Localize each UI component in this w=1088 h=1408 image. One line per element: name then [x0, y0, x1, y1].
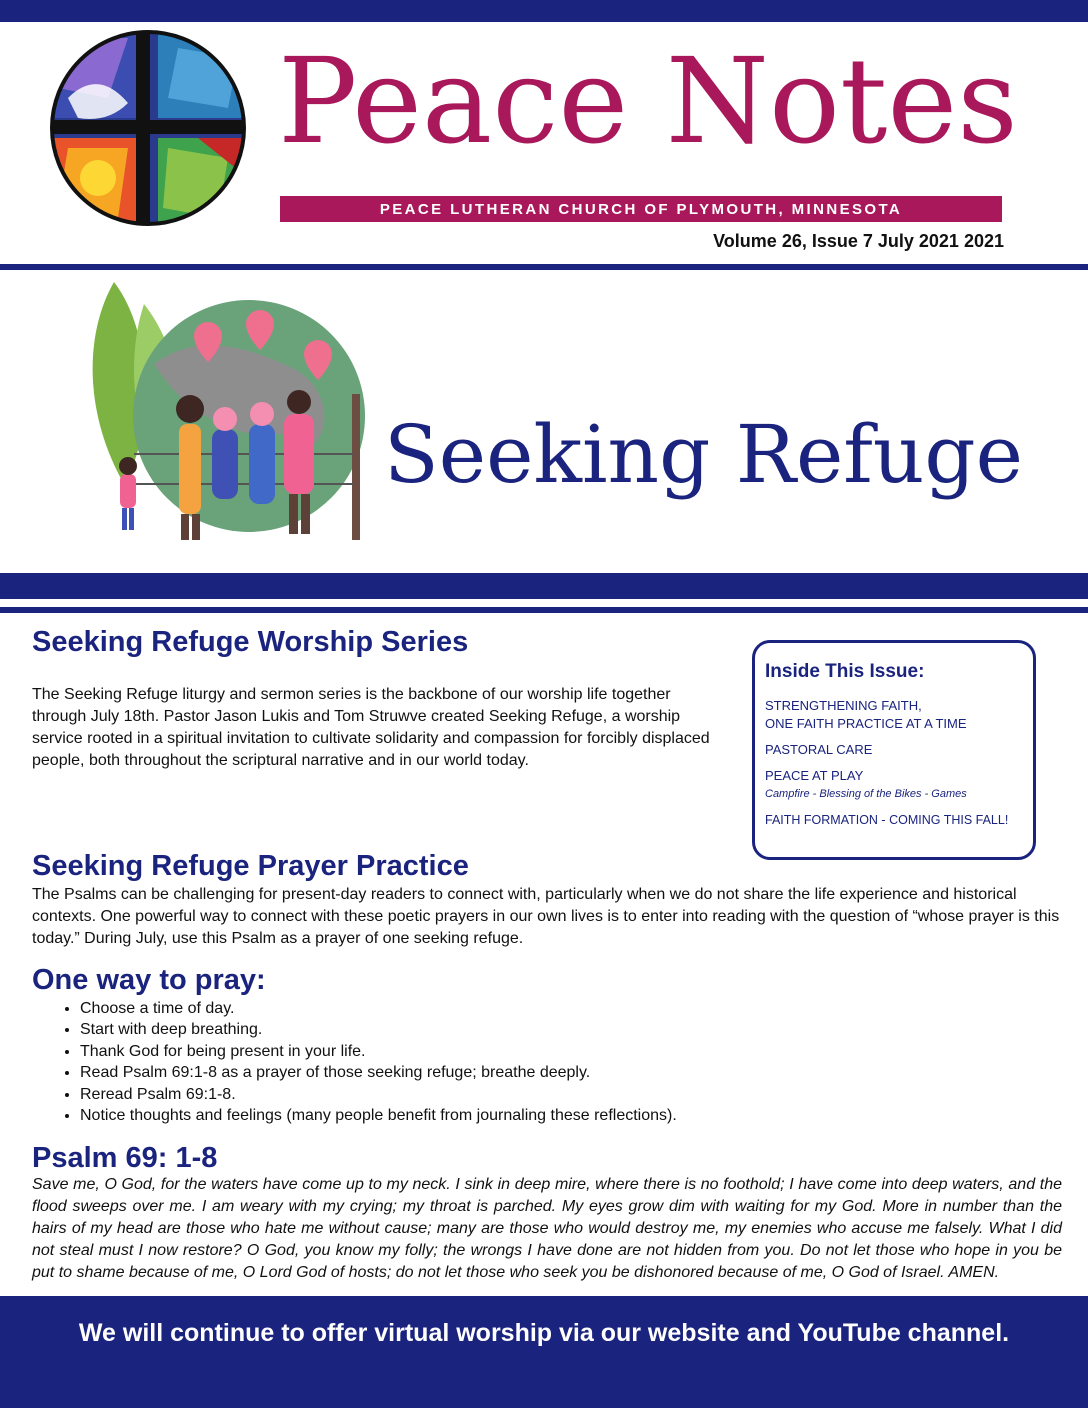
refugee-family-illustration [84, 274, 368, 544]
psalm-heading: Psalm 69: 1-8 [32, 1142, 218, 1174]
list-item: • Choose a time of day. [80, 998, 677, 1019]
inside-item [765, 811, 1023, 829]
masthead-title: Peace Notes [278, 32, 1018, 170]
inside-item-sub: Campfire - Blessing of the Bikes - Games [765, 788, 967, 800]
prayer-practice-heading: Seeking Refuge Prayer Practice [32, 850, 469, 882]
inside-item-label: ONE FAITH PRACTICE AT A TIME [765, 716, 967, 731]
list-item: • Start with deep breathing. [80, 1019, 677, 1040]
inside-item [765, 697, 1023, 733]
worship-series-body: The Seeking Refuge liturgy and sermon series is the backbone of our worship life together through July 18th. Pastor Jason Lukis and Tom Struwve created Seeking Refuge, a worship service rooted in a spiritual invitation to cultivate solidarity and compassion for forcibly displaced people, both throughout the scriptural narrative and in our world today. [32, 686, 710, 769]
issue-info: Volume 26, Issue 7 July 2021 2021 [713, 231, 1004, 251]
footer-bar [0, 1296, 1088, 1408]
inside-heading: Inside This Issue: [765, 661, 925, 682]
prayer-steps-list [54, 998, 677, 1126]
list-item: • Thank God for being present in your life. [80, 1041, 677, 1062]
footer-message: We will continue to offer virtual worship via our website and YouTube channel. [78, 1319, 1010, 1347]
hero-title: Seeking Refuge [384, 408, 1023, 501]
hero-rule-thin [0, 607, 1088, 613]
hero-rule-thick [0, 573, 1088, 599]
inside-item [765, 741, 1023, 759]
list-item: • Reread Psalm 69:1-8. [80, 1084, 677, 1105]
masthead-rule [0, 264, 1088, 270]
inside-this-issue-box [752, 640, 1036, 860]
masthead-subtitle: PEACE LUTHERAN CHURCH OF PLYMOUTH, MINNESOTA [280, 196, 1002, 222]
top-bar [0, 0, 1088, 22]
inside-item-label: FAITH FORMATION - COMING THIS FALL! [765, 813, 1009, 827]
inside-item [765, 767, 1023, 803]
psalm-body: Save me, O God, for the waters have come up to my neck. I sink in deep mire, where there is no foothold; I have come into deep waters, and the flood sweeps over me. I am weary with my crying; my throat is parched. My eyes grow dim with waiting for my God. More in number than the hairs of my head are those who hate me without cause; many are those who would destroy me, my enemies who accuse me falsely. What I did not steal must I now restore? O God, you know my folly; the wrongs I have done are not hidden from you. Do not let those who hope in you be put to shame because of me, O Lord God of hosts; do not let those who seek you be dishonored because of me, O God of Israel. AMEN. [32, 1176, 1062, 1281]
inside-item-label: STRENGTHENING FAITH, [765, 698, 922, 713]
stained-glass-cross-logo [48, 28, 248, 228]
inside-item-label: PEACE AT PLAY [765, 768, 864, 783]
prayer-practice-body: The Psalms can be challenging for present-day readers to connect with, particularly when we do not share the life experience and historical contexts. One powerful way to connect with these poetic prayers in our own lives is to enter into reading with the question of “whose prayer is this today.” During July, use this Psalm as a prayer of one seeking refuge. [32, 886, 1060, 947]
list-item: • Notice thoughts and feelings (many people benefit from journaling these reflections). [80, 1105, 677, 1126]
one-way-heading: One way to pray: [32, 964, 266, 996]
worship-series-heading: Seeking Refuge Worship Series [32, 626, 469, 658]
inside-item-label: PASTORAL CARE [765, 742, 873, 757]
list-item: • Read Psalm 69:1-8 as a prayer of those seeking refuge; breathe deeply. [80, 1062, 677, 1083]
